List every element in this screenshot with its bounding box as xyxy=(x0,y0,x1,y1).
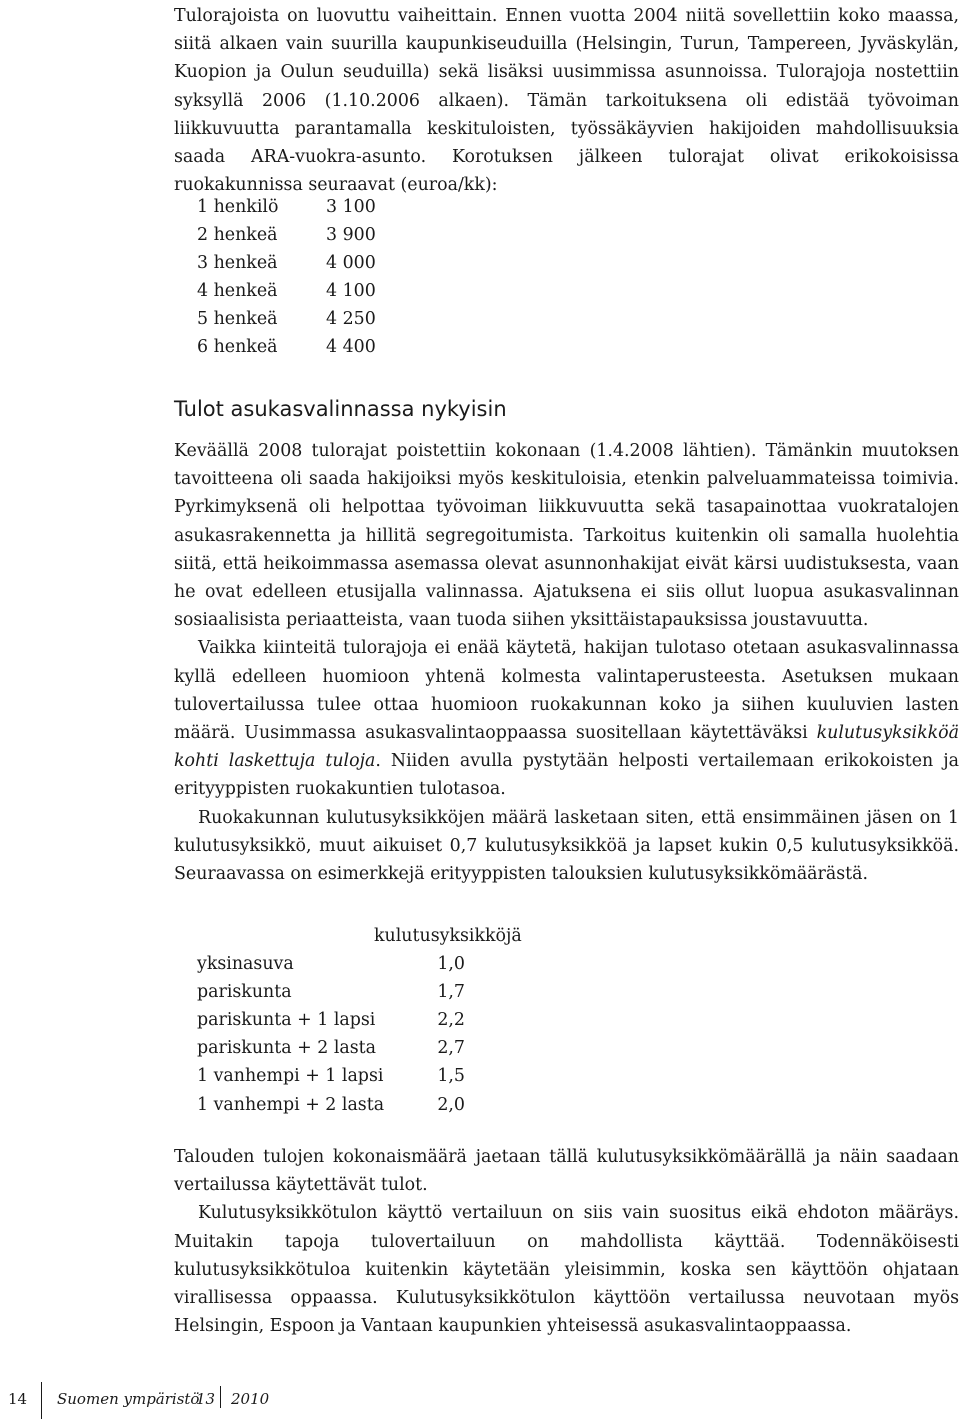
body-paragraph: Ruokakunnan kulutusyksikköjen määrä lasketaan siten, että ensimmäinen jäsen on 1 kulutusyksikkö, muut aikuiset 0,7 kulutusyksikköä ja lapset kukin 0,5 kulutusyksikköä. Seuraavassa on esimerkkejä erityyppisten talouksien kulutusyksikkömäärästä. xyxy=(174,807,959,885)
table-row xyxy=(197,333,406,361)
consumption-units: 1,0 xyxy=(437,954,465,975)
table-row xyxy=(197,277,406,305)
income-limit: 4 100 xyxy=(326,281,376,302)
body-paragraph: Kulutusyksikkötulon käyttö vertailuun on siis vain suositus eikä ehdoton määräys. Muitakin tapoja tulovertailuun on mahdollista käyttää. Todennäköisesti kulutusyksikkötuloa kuitenkin käytetään yleisimmin, koska sen käyttöön ohjataan virallisessa oppaassa. Kulutusyksikkötulon käyttöön vertailussa neuvotaan myös Helsingin, Espoon ja Vantaan kaupunkien yhteisessä asukasvalintaoppaassa. xyxy=(174,1203,959,1337)
household-type: pariskunta xyxy=(197,982,292,1003)
table-row xyxy=(197,1006,522,1034)
table-row xyxy=(197,1091,522,1119)
footer-separator xyxy=(220,1386,221,1408)
income-limit: 4 250 xyxy=(326,309,376,330)
table-row xyxy=(197,221,406,249)
body-paragraph: Talouden tulojen kokonaismäärä jaetaan tällä kulutusyksikkömäärällä ja näin saadaan vertailussa käytettävät tulot. xyxy=(174,1147,959,1196)
table-row xyxy=(197,1034,522,1062)
footer-divider xyxy=(41,1382,42,1419)
table-row xyxy=(197,305,406,333)
table-row xyxy=(197,193,406,221)
body-paragraph xyxy=(174,634,959,803)
consumption-units: 2,2 xyxy=(437,1010,465,1031)
table-row xyxy=(197,249,406,277)
body-text: Vaikka kiinteitä tulorajoja ei enää käytetä, hakijan tulotaso otetaan asukasvalinnassa kyllä edelleen huomioon yhtenä kolmesta valintaperusteesta. Asetuksen mukaan tulovertailussa tulee ottaa huomioon ruokakunnan koko ja siihen kuuluvien lasten määrä. Uusimmassa asukasvalintaoppaassa suositellaan käytettäväksi xyxy=(174,638,959,744)
consumption-units: 1,7 xyxy=(437,982,465,1003)
issue-number: 13 xyxy=(196,1390,216,1408)
publication-year: 2010 xyxy=(231,1390,270,1408)
consumption-units-table xyxy=(197,922,522,1119)
intro-section xyxy=(174,2,959,199)
income-limit: 4 000 xyxy=(326,253,376,274)
table-header: kulutusyksikköjä xyxy=(374,926,522,946)
current-practice-section xyxy=(174,437,959,888)
income-limit: 3 100 xyxy=(326,197,376,217)
household-type: pariskunta + 2 lasta xyxy=(197,1038,377,1059)
page-footer xyxy=(0,1382,960,1419)
income-limit: 4 400 xyxy=(326,337,376,358)
table-row xyxy=(197,1062,522,1090)
section-heading: Tulot asukasvalinnassa nykyisin xyxy=(174,397,507,421)
consumption-units: 1,5 xyxy=(437,1066,465,1087)
household-size: 2 henkeä xyxy=(197,225,278,246)
closing-section xyxy=(174,1143,959,1340)
household-type: yksinasuva xyxy=(197,954,294,975)
household-size: 6 henkeä xyxy=(197,337,278,358)
income-limits-table xyxy=(197,193,406,362)
series-title: Suomen ympäristö xyxy=(57,1390,200,1408)
consumption-units: 2,7 xyxy=(437,1038,465,1059)
body-text: . Niiden avulla pystytään helposti vertailemaan erikokoisten ja erityyppisten ruokakuntien tulotasoa. xyxy=(174,751,959,800)
page-number: 14 xyxy=(8,1390,28,1408)
intro-paragraph: Tulorajoista on luovuttu vaiheittain. Ennen vuotta 2004 niitä sovellettiin koko maassa, siitä alkaen vain suurilla kaupunkiseuduilla (Helsingin, Turun, Tampereen, Jyväskylän, Kuopion ja Oulun seuduilla) sekä lisäksi uusimmissa asunnoissa. Tulorajoja nostettiin syksyllä 2006 (1.10.2006 alkaen). Tämän tarkoituksena oli edistää työvoiman liikkuvuutta parantamalla keskituloisten, työssäkäyvien hakijoiden mahdollisuuksia saada ARA-vuokra-asunto. Korotuksen jälkeen tulorajat olivat erikokoisissa ruokakunnissa seuraavat (euroa/kk): xyxy=(174,6,959,196)
household-size: 3 henkeä xyxy=(197,253,278,274)
household-size: 4 henkeä xyxy=(197,281,278,302)
table-row xyxy=(197,950,522,978)
income-limit: 3 900 xyxy=(326,225,376,246)
body-paragraph: Keväällä 2008 tulorajat poistettiin kokonaan (1.4.2008 lähtien). Tämänkin muutoksen tavoitteena oli saada hakijoiksi myös keskituloisia, etenkin palveluammateissa toimivia. Pyrkimyksenä oli helpottaa työvoiman liikkuvuutta sekä tasapainottaa vuokratalojen asukasrakennetta ja hillitä segregoitumista. Tarkoitus kuitenkin oli samalla huolehtia siitä, että heikoimmassa asemassa olevat asunnonhakijat eivät kärsi uudistuksesta, vaan he ovat edelleen etusijalla valinnassa. Ajatuksena ei siis ollut luopua asukasvalinnan sosiaalisista periaatteista, vaan tuoda siihen yksittäistapauksissa joustavuutta. xyxy=(174,441,959,631)
household-type: 1 vanhempi + 2 lasta xyxy=(197,1094,385,1115)
consumption-units: 2,0 xyxy=(437,1094,465,1115)
household-size: 1 henkilö xyxy=(197,197,279,217)
table-row xyxy=(197,978,522,1006)
household-type: pariskunta + 1 lapsi xyxy=(197,1010,376,1031)
emphasis-text: kulutusyksikköä kohti laskettuja tuloja xyxy=(174,723,959,772)
household-type: 1 vanhempi + 1 lapsi xyxy=(197,1066,384,1087)
household-size: 5 henkeä xyxy=(197,309,278,330)
